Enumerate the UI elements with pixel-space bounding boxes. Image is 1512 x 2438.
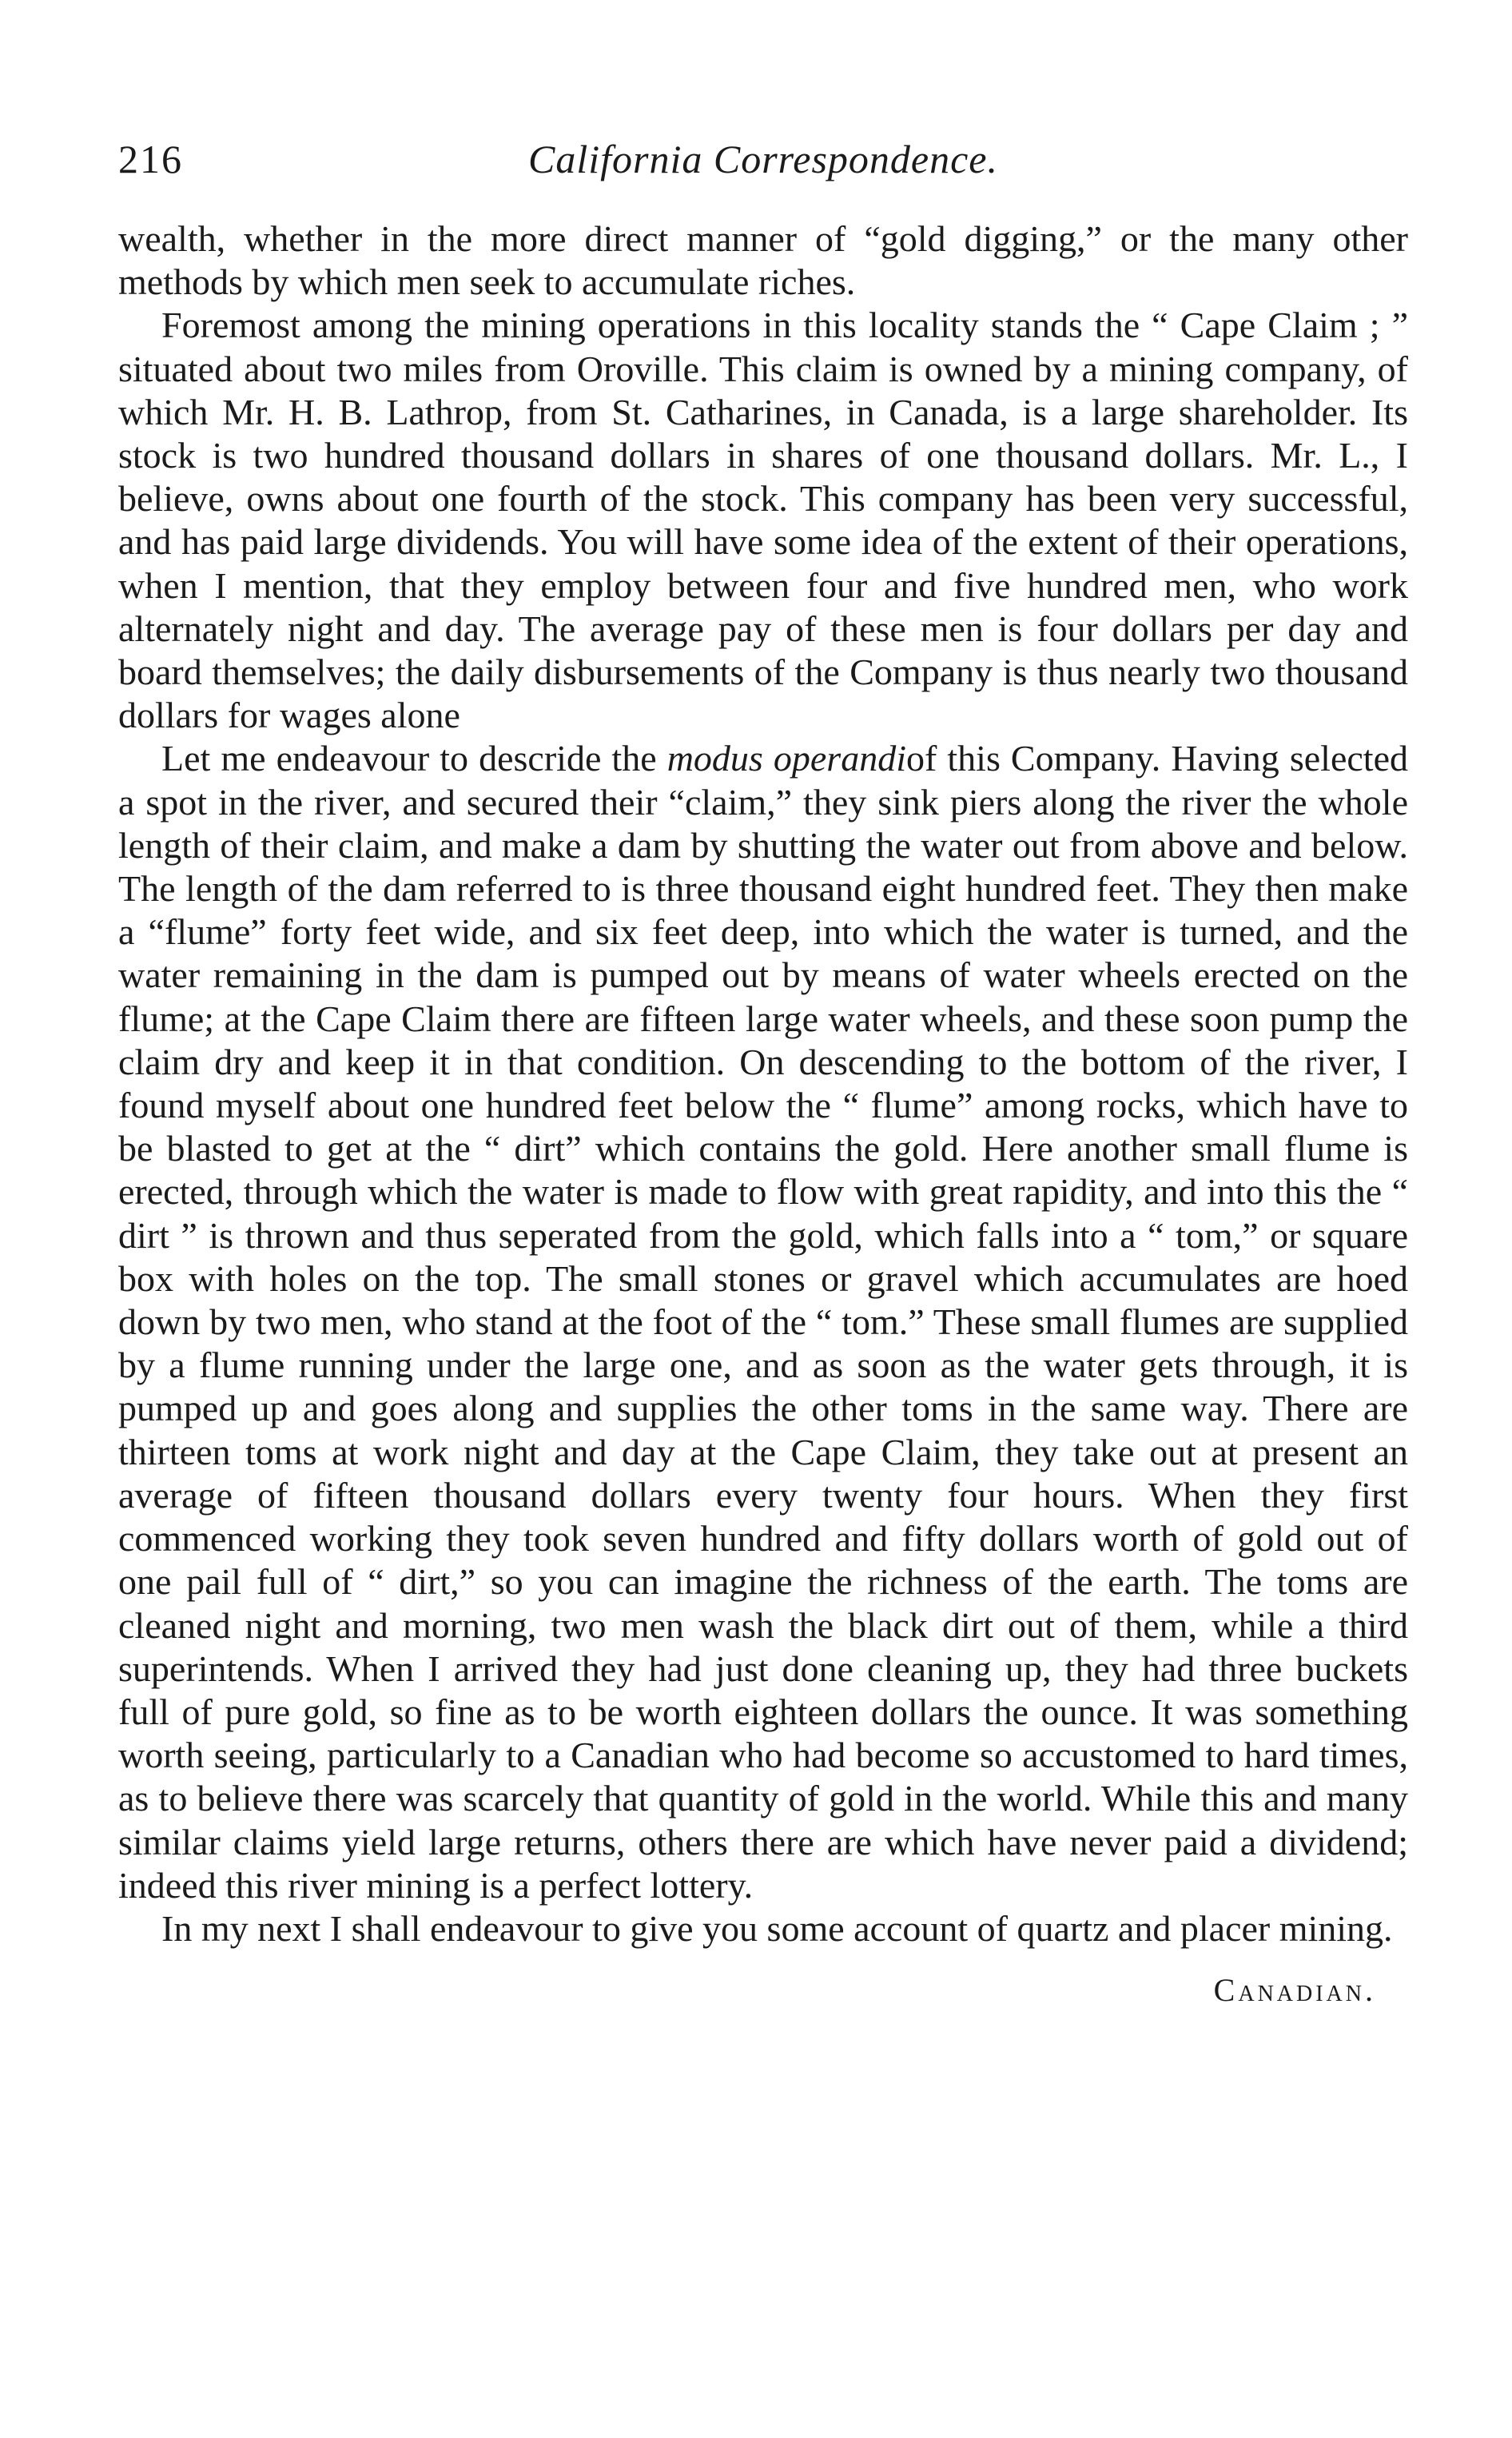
paragraph-3 xyxy=(118,737,1408,1906)
paragraph-3-start: Let me endeavour to descride the xyxy=(161,738,667,779)
paragraph-2: Foremost among the mining operations in this locality stands the “ Cape Claim ; ” situated about two miles from Oroville. This claim is owned by a mining company, of which Mr. H. B. Lathrop, from St. Catharines, in Canada, is a large shareholder. Its stock is two hundred thousand dollars in shares of one thousand dollars. Mr. L., I believe, owns about one fourth of the stock. This company has been very successful, and has paid large dividends. You will have some idea of the extent of their operations, when I mention, that they employ between four and five hundred men, who work alternately night and day. The average pay of these men is four dollars per day and board themselves; the daily disbursements of the Company is thus nearly two thousand dollars for wages alone xyxy=(118,305,1408,736)
modus-operandi-italic: modus operandi xyxy=(666,738,906,779)
page-header xyxy=(118,136,1408,200)
paragraph-3-rest: of this Company. Having selected a spot in the river, and secured their “claim,” they sink piers along the river the whole length of their claim, and make a dam by shutting the water out from above and below. The length of the dam referred to is three thousand eight hundred feet. They then make a “flume” forty feet wide, and six feet deep, into which the water is turned, and the water remaining in the dam is pumped out by means of water wheels erected on the flume; at the Cape Claim there are fifteen large water wheels, and these soon pump the claim dry and keep it in that condition. On descending to the bottom of the river, I found myself about one hundred feet below the “ flume” among rocks, which have to be blasted to get at the “ dirt” which contains the gold. Here another small flume is erected, through which the water is made to flow with great rapidity, and into this the “ dirt ” is thrown and thus seperated from the gold, which falls into a “ tom,” or square box with holes on the top. The small stones or gravel which accumulates are hoed down by two men, who stand at the foot of the “ tom.” These small flumes are supplied by a flume running under the large one, and as soon as the water gets through, it is pumped up and goes along and supplies the other toms in the same way. There are thirteen toms at work night and day at the Cape Claim, they take out at present an average of fifteen thousand dollars every twenty four hours. When they first commenced working they took seven hundred and fifty dollars worth of gold out of one pail full of “ dirt,” so you can imagine the richness of the earth. The toms are cleaned night and morning, two men wash the black dirt out of them, while a third superintends. When I arrived they had just done cleaning up, they had three buckets full of pure gold, so fine as to be worth eighteen dollars the ounce. It was something worth seeing, particularly to a Canadian who had become so accustomed to hard times, as to believe there was scarcely that quantity of gold in the world. While this and many similar claims yield large returns, others there are which have never paid a dividend; indeed this river mining is a perfect lottery. xyxy=(118,738,1408,1906)
paragraph-1: wealth, whether in the more direct manner of “gold digging,” or the many other methods by which men seek to accumulate riches. xyxy=(118,218,1408,303)
page-number: 216 xyxy=(118,137,183,181)
article-body xyxy=(118,217,1408,1950)
running-title: California Correspondence. xyxy=(527,137,998,181)
document-page xyxy=(118,136,1408,2009)
signature: Canadian. xyxy=(1213,1972,1376,2009)
paragraph-4: In my next I shall endeavour to give you some account of quartz and placer mining. xyxy=(161,1907,1393,1949)
